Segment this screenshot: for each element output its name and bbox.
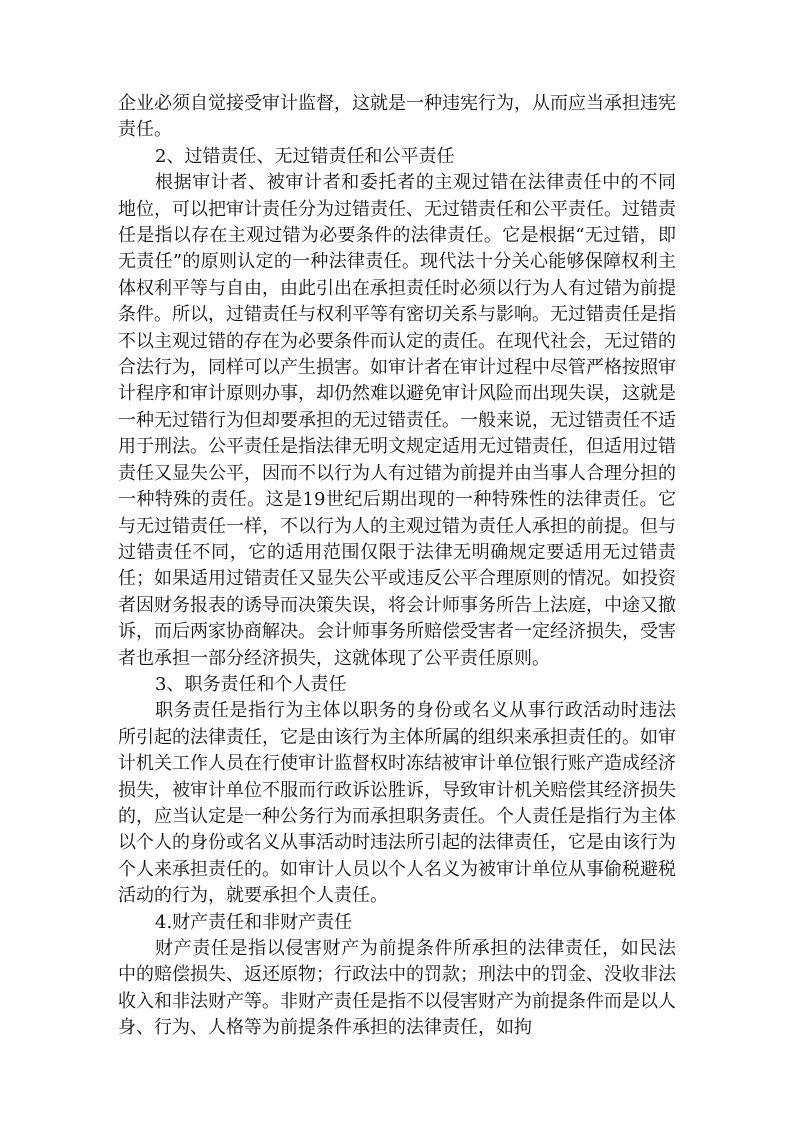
paragraph-fault-liability: 根据审计者、被审计者和委托者的主观过错在法律责任中的不同地位，可以把审计责任分为过错责任、无过错责任和公平责任。过错责任是指以存在主观过错为必要条件的法律责任。它是根据“无过错，即无责任”的原则认定的一种法律责任。现代法十分关心能够保障权利主体权利平等与自由，由此引出在承担责任时必须以行为人有过错为前提条件。所以，过错责任与权利平等有密切关系与影响。无过错责任是指不以主观过错的存在为必要条件而认定的责任。在现代社会，无过错的合法行为，同样可以产生损害。如审计者在审计过程中尽管严格按照审计程序和审计原则办事，却仍然难以避免审计风险而出现失误，这就是一种无过错行为但却要承担的无过错责任。一般来说，无过错责任不适用于刑法。公平责任是指法律无明文规定适用无过错责任，但适用过错责任又显失公平，因而不以行为人有过错为前提并由当事人合理分担的一种特殊的责任。这是19世纪后期出现的一种特殊性的法律责任。它与无过错责任一样，不以行为人的主观过错为责任人承担的前提。但与过错责任不同，它的适用范围仅限于法律无明确规定要适用无过错责任；如果适用过错责任又显失公平或违反公平合理原则的情况。如投资者因财务报表的诱导而决策失误，将会计师事务所告上法庭，中途又撤诉，而后两家协商解决。会计师事务所赔偿受害者一定经济损失，受害者也承担一部分经济损失，这就体现了公平责任原则。 bbox=[118, 172, 676, 669]
section-heading-2: 2、过错责任、无过错责任和公平责任 bbox=[155, 145, 455, 167]
paragraph-property-liability: 财产责任是指以侵害财产为前提条件所承担的法律责任，如民法中的赔偿损失、返还原物；行政法中的罚款；刑法中的罚金、没收非法收入和非法财产等。非财产责任是指不以侵害财产为前提条件而是以人身、行为、人格等为前提条件承担的法律责任，如拘 bbox=[118, 938, 676, 1039]
document-page bbox=[118, 91, 676, 1042]
section-heading-4: 4.财产责任和非财产责任 bbox=[155, 911, 353, 933]
paragraph-duty-liability: 职务责任是指行为主体以职务的身份或名义从事行政活动时违法所引起的法律责任，它是由该行为主体所属的组织来承担责任的。如审计机关工作人员在行使审计监督权时冻结被审计单位银行账产造成经济损失，被审计单位不服而行政诉讼胜诉，导致审计机关赔偿其经济损失的，应当认定是一种公务行为而承担职务责任。个人责任是指行为主体以个人的身份或名义从事活动时违法所引起的法律责任，它是由该行为个人来承担责任的。如审计人员以个人名义为被审计单位从事偷税避税活动的行为，就要承担个人责任。 bbox=[118, 700, 676, 907]
section-heading-3: 3、职务责任和个人责任 bbox=[155, 673, 347, 695]
paragraph-continuation: 企业必须自觉接受审计监督，这就是一种违宪行为，从而应当承担违宪责任。 bbox=[118, 93, 676, 141]
